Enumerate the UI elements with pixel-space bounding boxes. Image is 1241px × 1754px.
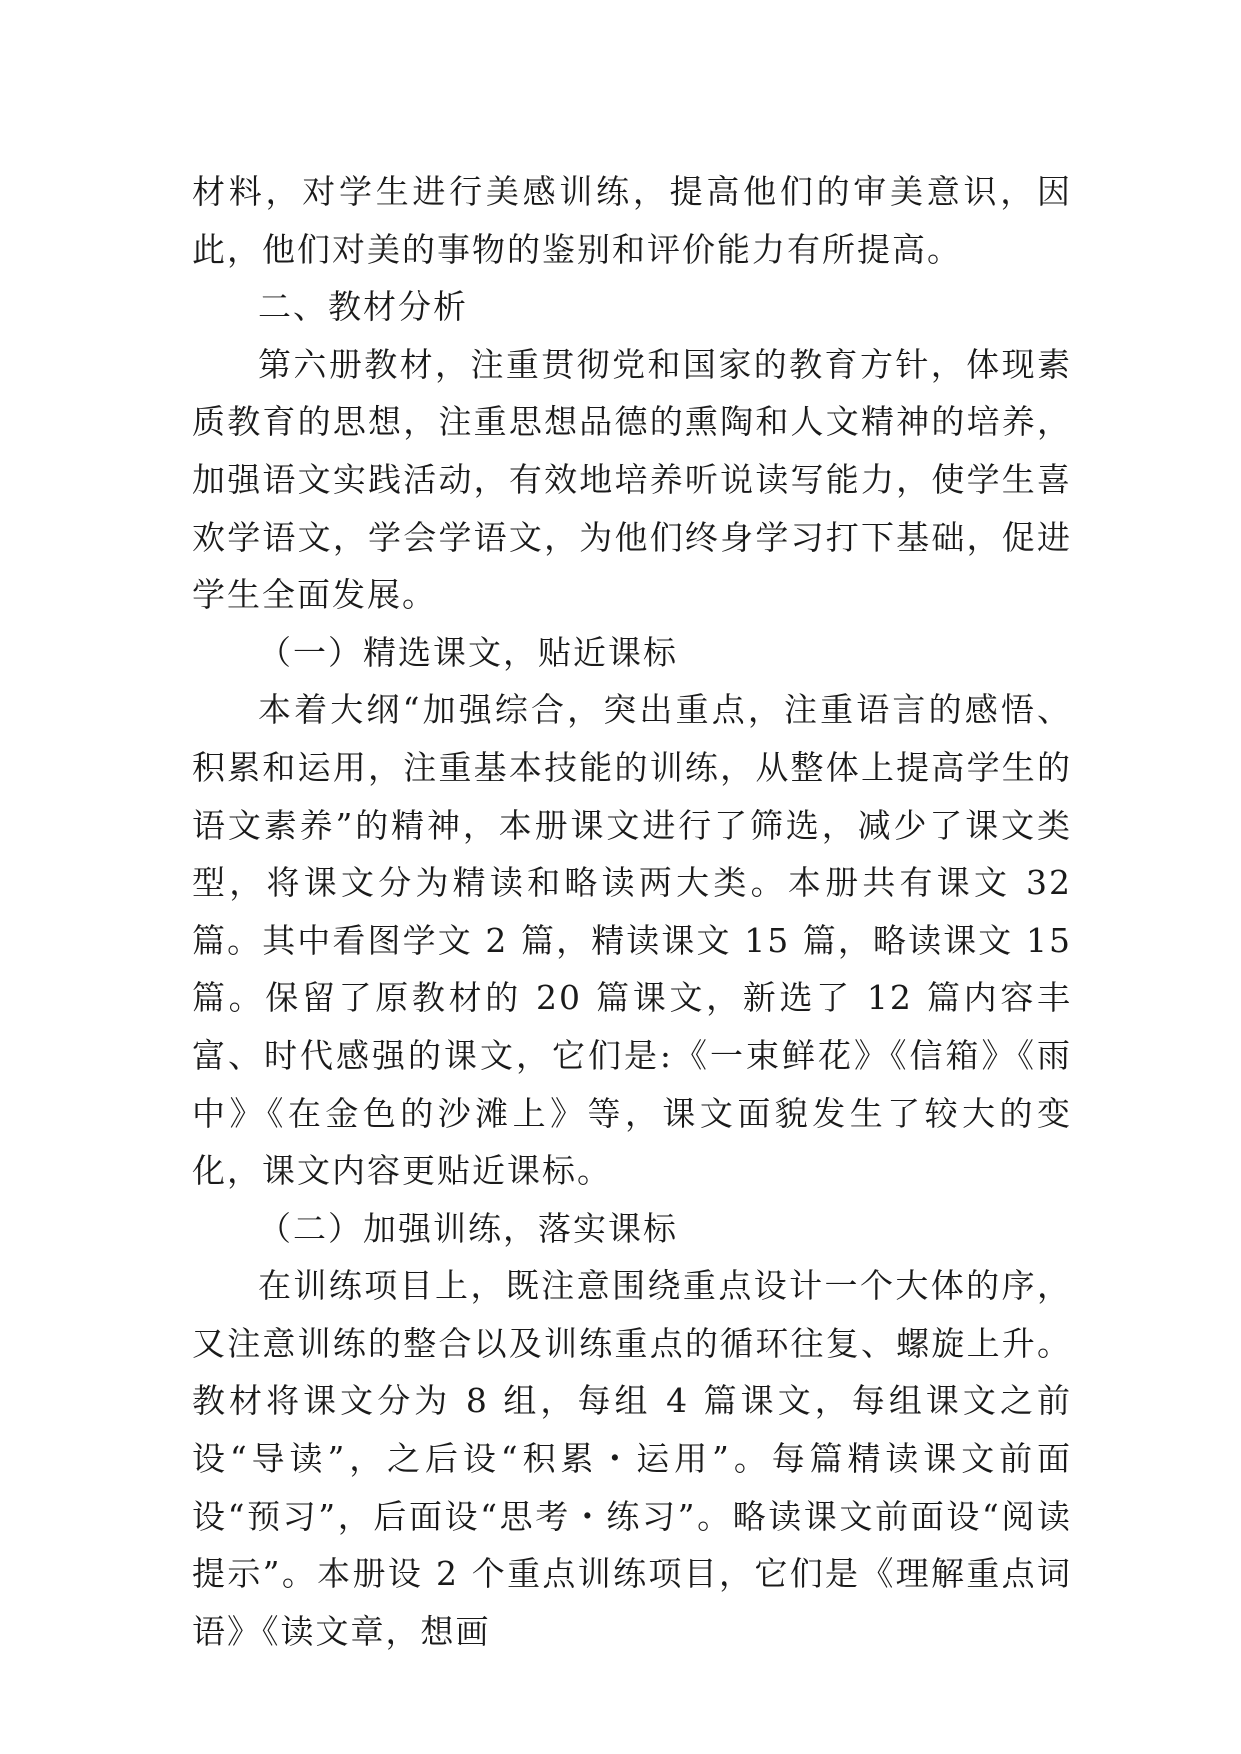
document-body: [192, 163, 1072, 1660]
subsection-heading: （二）加强训练，落实课标: [258, 1208, 678, 1248]
paragraph-body: 第六册教材，注重贯彻党和国家的教育方针，体现素质教育的思想，注重思想品德的熏陶和人文精神的培养，加强语文实践活动，有效地培养听说读写能力，使学生喜欢学语文，学会学语文，为他们终身学习打下基础，促进学生全面发展。: [192, 344, 1072, 615]
paragraph-body: 在训练项目上，既注意围绕重点设计一个大体的序，又注意训练的整合以及训练重点的循环往复、螺旋上升。教材将课文分为 8 组，每组 4 篇课文，每组课文之前设“导读”，之后设“积累・运用”。每篇精读课文前面设“预习”，后面设“思考・练习”。略读课文前面设“阅读提示”。本册设 2 个重点训练项目，它们是《理解重点词语》《读文章，想画: [192, 1266, 1072, 1651]
section-heading: 二、教材分析: [258, 287, 468, 327]
subsection-heading: （一）精选课文，贴近课标: [258, 632, 678, 672]
paragraph-continuation: 材料，对学生进行美感训练，提高他们的审美意识，因此，他们对美的事物的鉴别和评价能力有所提高。: [192, 172, 1072, 269]
paragraph-body: 本着大纲“加强综合，突出重点，注重语言的感悟、积累和运用，注重基本技能的训练，从整体上提高学生的语文素养”的精神，本册课文进行了筛选，减少了课文类型，将课文分为精读和略读两大类。本册共有课文 32 篇。其中看图学文 2 篇，精读课文 15 篇，略读课文 15 篇。保留了原教材的 20 篇课文，新选了 12 篇内容丰富、时代感强的课文，它们是:《一束鲜花》《信箱》《雨中》《在金色的沙滩上》等，课文面貌发生了较大的变化，课文内容更贴近课标。: [192, 690, 1072, 1191]
